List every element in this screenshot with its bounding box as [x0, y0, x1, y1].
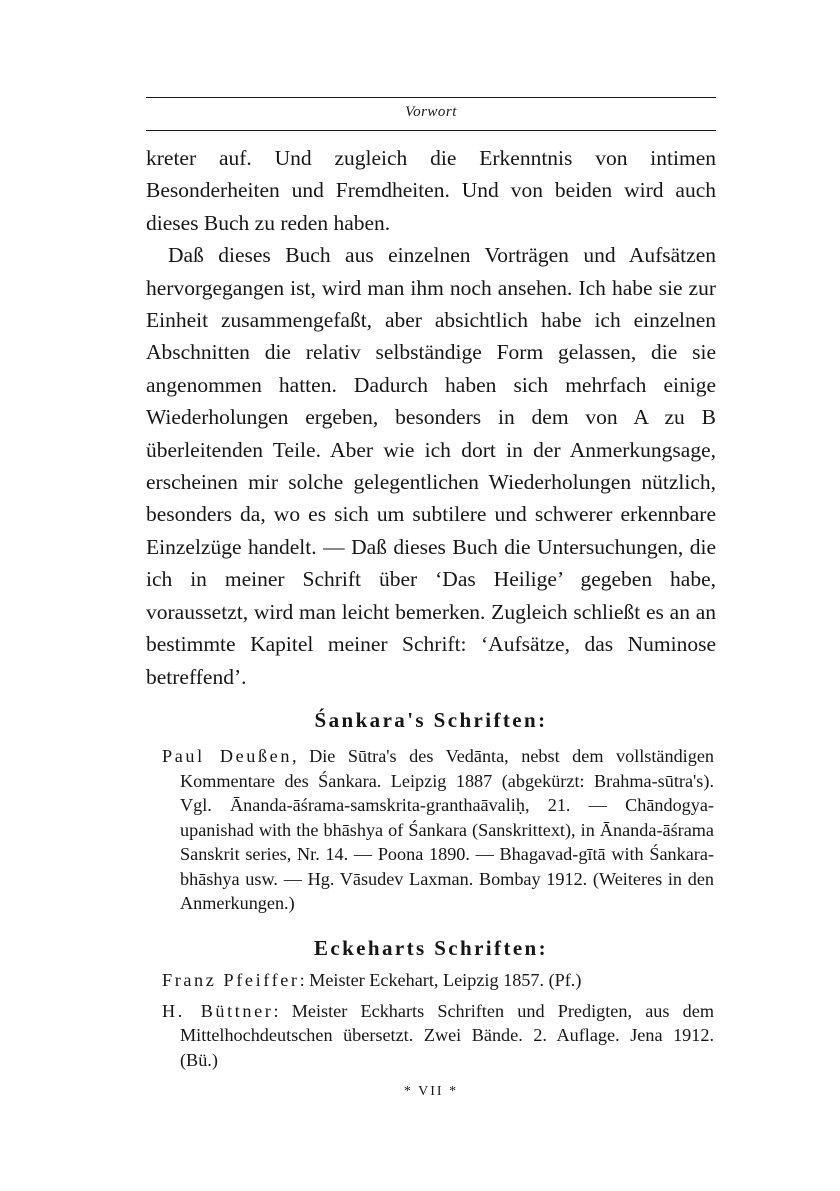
reference-text: : Meister Eckehart, Leipzig 1857. (Pf.): [299, 970, 582, 990]
reference-entry: [162, 744, 714, 916]
header-rule-bottom: [146, 130, 716, 131]
reference-entry: [162, 968, 714, 993]
reference-author: Franz Pfeiffer: [162, 970, 300, 990]
reference-text: , Die Sūtra's des Vedānta, nebst dem vollständigen Kommentare des Śankara. Leipzig 1887 (abgekürzt: Brahma-sūtra's). Vgl. Ānanda-āśrama-samskrita-granthaāvaliḥ, 21. — Chāndogya-upanishad with the bhāshya of Śankara (Sanskrittext), in Ānanda-āśrama Sanskrit series, Nr. 14. — Poona 1890. — Bhagavad-gītā with Śankara-bhāshya usw. — Hg. Vāsudev Laxman. Bombay 1912. (Weiteres in den Anmerkungen.): [180, 746, 715, 913]
eckehart-references: [162, 968, 714, 1072]
sankara-references: [162, 744, 714, 916]
section-heading-eckehart: Eckeharts Schriften:: [313, 936, 549, 960]
running-head-title: Vorwort: [405, 104, 457, 120]
reference-entry: [162, 999, 714, 1073]
page-number: * VII *: [403, 1084, 459, 1099]
reference-author: H. Büttner: [162, 1000, 274, 1021]
paragraph-2: Daß dieses Buch aus einzelnen Vorträgen und Aufsätzen hervorgegangen ist, wird man ihm noch ansehen. Ich habe sie zur Einheit zusammengefaßt, aber absichtlich habe ich einzelnen Abschnitten die relativ selbständige Form gelassen, die sie angenommen hatten. Dadurch haben sich mehrfach einige Wiederholungen ergeben, besonders in dem von A zu B überleitenden Teile. Aber wie ich dort in der Anmerkungsage, erscheinen mir solche gelegentlichen Wiederholungen nützlich, besonders da, wo es sich um subtilere und schwerer erkennbare Einzelzüge handelt. — Daß dieses Buch die Untersuchungen, die ich in meiner Schrift über ‘Das Heilige’ gegeben habe, voraussetzt, wird man leicht bemerken. Zugleich schließt es an an bestimmte Kapitel meiner Schrift: ‘Aufsätze, das Numinose betreffend’.: [146, 243, 716, 689]
paragraph-1: kreter auf. Und zugleich die Erkenntnis von intimen Besonderheiten und Fremdheiten. Und von beiden wird auch dieses Buch zu reden haben.: [146, 146, 716, 235]
reference-author: Paul Deußen: [162, 746, 293, 766]
section-heading-sankara: Śankara's Schriften:: [314, 708, 548, 732]
body-text: [146, 142, 716, 693]
reference-text: : Meister Eckharts Schriften und Predigten, aus dem Mittelhochdeutschen übersetzt. Zwei Bände. 2. Auflage. Jena 1912. (Bü.): [180, 1000, 714, 1070]
header-rule-top: [146, 97, 716, 98]
